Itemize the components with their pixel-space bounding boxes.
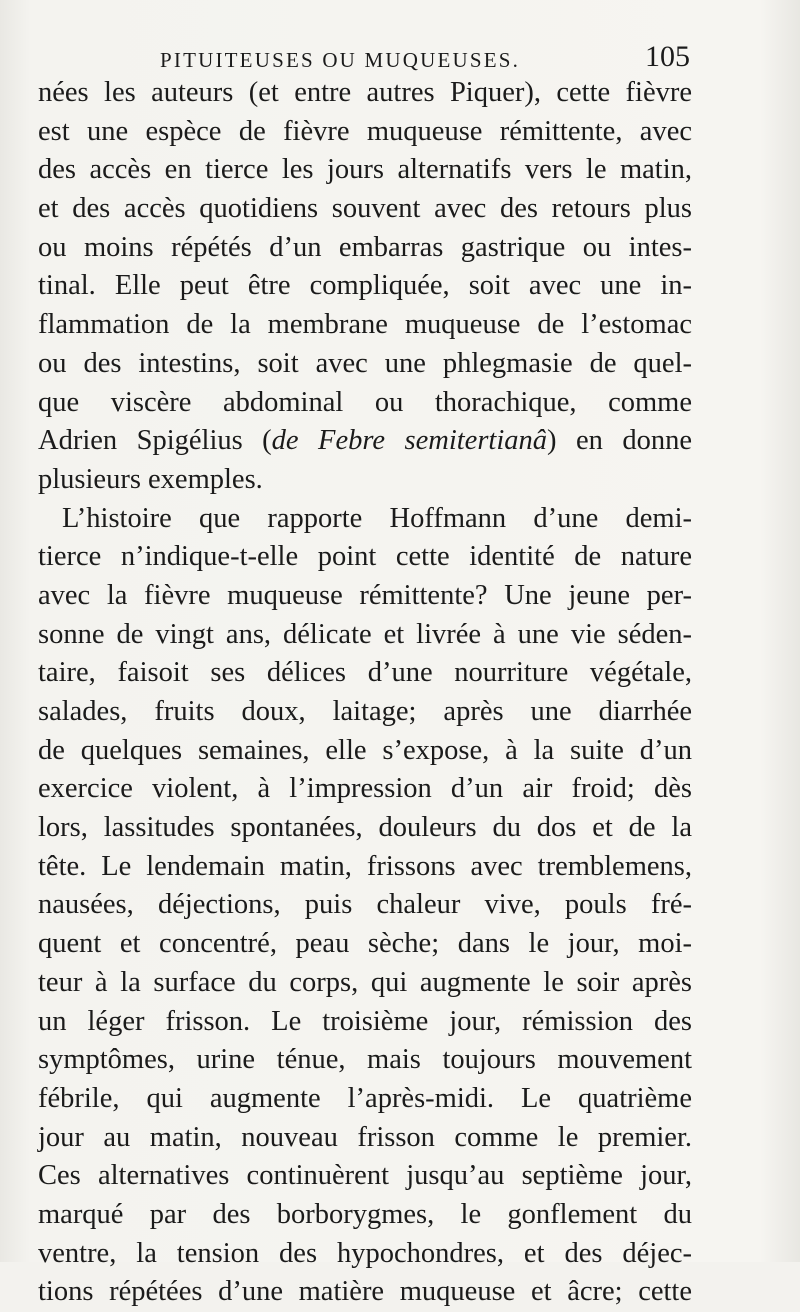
text-line: jour au matin, nouveau frisson comme le premier. [38, 1121, 692, 1153]
body-text [38, 74, 692, 1312]
text-line: salades, fruits doux, laitage; après une diarrhée [38, 696, 692, 727]
text-line: ou des intestins, soit avec une phlegmasie de quel- [38, 347, 692, 379]
text-line: tête. Le lendemain matin, frissons avec tremblemens, [38, 850, 692, 882]
text-line: exercice violent, à l’impression d’un air froid; dès [38, 773, 692, 805]
text-line: ou moins répétés d’un embarras gastrique ou intes- [38, 231, 692, 263]
text-line: tierce n’indique-t-elle point cette identité de nature [38, 541, 692, 573]
text-line: que viscère abdominal ou thorachique, comme [38, 386, 692, 418]
text-line-with-citation [38, 422, 692, 461]
text-line: flammation de la membrane muqueuse de l’estomac [38, 309, 692, 341]
text-line: sonne de vingt ans, délicate et livrée à une vie séden- [38, 618, 692, 650]
text-line: taire, faisoit ses délices d’une nourriture végétale, [38, 657, 692, 689]
text-line: avec la fièvre muqueuse rémittente? Une jeune per- [38, 579, 692, 611]
page-number: 105 [645, 40, 690, 73]
text-line: Ces alternatives continuèrent jusqu’au septième jour, [38, 1160, 692, 1192]
text-line: quent et concentré, peau sèche; dans le jour, moi- [38, 928, 692, 960]
text-line: nausées, déjections, puis chaleur vive, pouls fré- [38, 889, 692, 921]
text-line: des accès en tierce les jours alternatifs vers le matin, [38, 154, 692, 186]
citation-title: de Febre semitertianâ [271, 425, 547, 457]
text-line: marqué par des borborygmes, le gonflement du [38, 1198, 692, 1230]
text-line: symptômes, urine ténue, mais toujours mouvement [38, 1044, 692, 1076]
text-line: teur à la surface du corps, qui augmente le soir après [38, 966, 692, 998]
text-line: lors, lassitudes spontanées, douleurs du dos et de la [38, 812, 692, 844]
text-line: tions répétées d’une matière muqueuse et âcre; cette [38, 1276, 692, 1308]
text-line: un léger frisson. Le troisième jour, rémission des [38, 1005, 692, 1037]
text-line: tinal. Elle peut être compliquée, soit avec une in- [38, 270, 692, 302]
running-head: PITUITEUSES OU MUQUEUSES. [160, 48, 521, 72]
paragraph-start-line: L’histoire que rapporte Hoffmann d’une demi- [62, 502, 692, 534]
paragraph-end-line: plusieurs exemples. [38, 463, 263, 495]
text-line: de quelques semaines, elle s’expose, à la suite d’un [38, 734, 692, 766]
citation-before: Adrien Spigélius ( [38, 425, 272, 457]
text-line: est une espèce de fièvre muqueuse rémittente, avec [38, 115, 692, 147]
text-line: ventre, la tension des hypochondres, et des déjec- [38, 1237, 692, 1269]
citation-after: ) en donne [547, 425, 692, 457]
text-line: et des accès quotidiens souvent avec des retours plus [38, 193, 692, 225]
text-line: fébrile, qui augmente l’après-midi. Le quatrième [38, 1082, 692, 1114]
text-line: nées les auteurs (et entre autres Piquer), cette fièvre [38, 77, 692, 108]
